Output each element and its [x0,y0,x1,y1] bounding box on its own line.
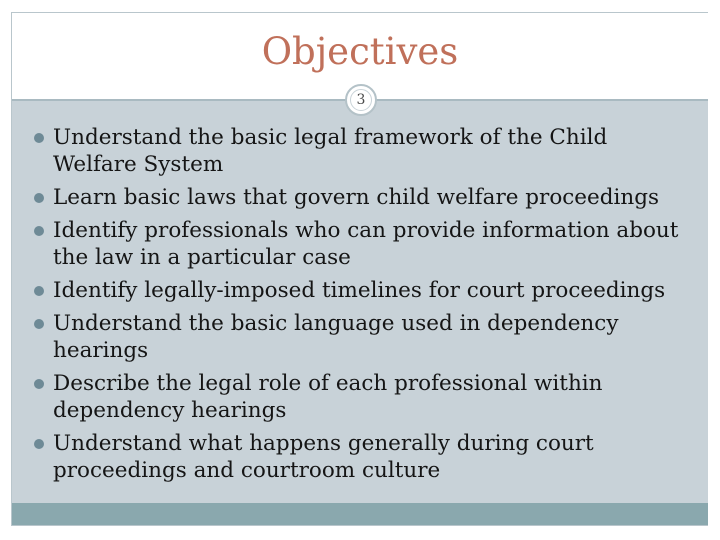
objectives-list [34,124,696,490]
list-item-text: Describe the legal role of each professional within dependency hearings [53,371,603,423]
list-item-text: Understand the basic legal framework of the Child Welfare System [53,125,608,177]
list-item-text: Understand the basic language used in dependency hearings [53,311,619,363]
bullet-icon [34,319,44,329]
bullet-icon [34,133,44,143]
bullet-icon [34,193,44,203]
list-item-text: Identify legally-imposed timelines for court proceedings [53,278,666,303]
footer-bar [12,503,708,525]
page-number-badge: 3 [345,84,377,116]
bullet-icon [34,379,44,389]
bullet-icon [34,286,44,296]
list-item-text: Learn basic laws that govern child welfare proceedings [53,185,660,210]
bullet-icon [34,226,44,236]
list-item [34,370,696,424]
list-item-text: Identify professionals who can provide information about the law in a particular case [53,218,679,270]
list-item [34,430,696,484]
list-item [34,184,696,211]
list-item [34,277,696,304]
bullet-icon [34,439,44,449]
list-item [34,310,696,364]
list-item-text: Understand what happens generally during court proceedings and courtroom culture [53,431,594,483]
list-item [34,124,696,178]
slide-title: Objectives [261,30,459,73]
list-item [34,217,696,271]
